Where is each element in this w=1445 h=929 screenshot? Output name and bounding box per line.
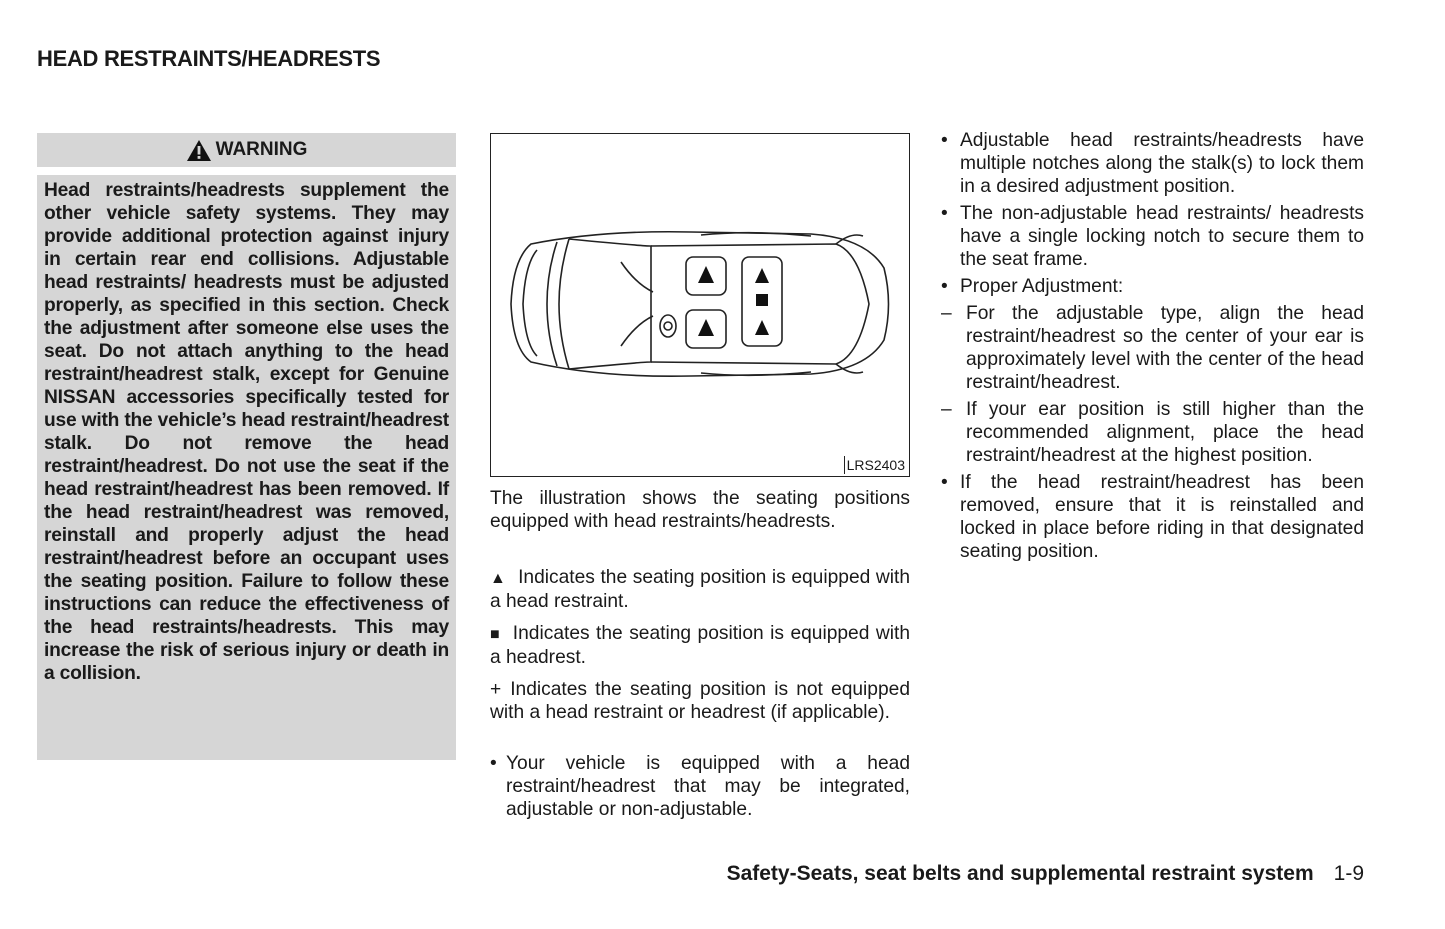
list-item [941,471,1364,563]
warning-triangle-icon [186,139,212,162]
illustration-intro [490,487,910,533]
bullet-marker: • [490,753,497,774]
legend-square-text: Indicates the seating position is equipped with a headrest. [490,623,910,668]
vehicle-top-view-diagram [491,134,908,475]
square-icon: ■ [490,626,501,643]
dash-marker: – [941,303,952,324]
list-item [941,129,1364,198]
bullet-marker: • [941,472,948,493]
middle-bullet [490,752,910,821]
list-item [941,398,1364,467]
legend-plus [490,678,910,724]
bullet-marker: • [941,276,948,297]
figure-code: LRS2403 [844,456,905,474]
triangle-icon: ▲ [490,570,507,587]
page-number: 1-9 [1333,862,1364,885]
list-item-text: The non-adjustable head restraints/ headrests have a single locking notch to secure them to the seat frame. [960,203,1364,270]
dash-marker: – [941,399,952,420]
bullet-marker: • [941,203,948,224]
legend-triangle [490,566,910,613]
list-item [941,202,1364,271]
warning-header [37,133,456,167]
page-footer [727,862,1364,886]
legend-plus-text: Indicates the seating position is not equipped with a head restraint or headrest (if applicable). [490,679,910,723]
intro-text: The illustration shows the seating positions equipped with head restraints/headrests. [490,488,910,532]
list-item [941,302,1364,394]
list-item-text: If the head restraint/headrest has been removed, ensure that it is reinstalled and locked in place before riding in that designated seating position. [960,472,1364,562]
warning-text: Head restraints/headrests supplement the other vehicle safety systems. They may provide additional protection against injury in certain rear end collisions. Adjustable head restraints/ headrests must be adjusted properly, as specified in this section. Check the adjustment after someone else uses the seat. Do not attach anything to the head restraint/headrest stalk, except for Genuine NISSAN accessories specifically tested for use with the vehicle’s head restraint/headrest stalk. Do not remove the head restraint/headrest. Do not use the seat if the head restraint/headrest has been removed. If the head restraint/headrest was removed, reinstall and properly adjust the head restraint/headrest before an occupant uses the seating position. Failure to follow these instructions can reduce the effectiveness of the head restraints/headrests. This may increase the risk of serious injury or death in a collision. [44,180,449,684]
list-item [941,275,1364,298]
plus-icon: + [490,679,502,700]
bullet-text: Your vehicle is equipped with a head restraint/headrest that may be integrated, adjustable or non-adjustable. [506,753,910,820]
warning-body [37,175,456,760]
list-item-text: If your ear position is still higher than the recommended alignment, place the head restraint/headrest at the highest position. [966,399,1364,466]
list-item-text: For the adjustable type, align the head restraint/headrest so the center of your ear is approximately level with the center of the head restraint/headrest. [966,303,1364,393]
list-item-text: Proper Adjustment: [960,276,1124,297]
seating-illustration [490,133,910,477]
footer-title: Safety-Seats, seat belts and supplemental restraint system [726,862,1314,885]
right-column-list [941,129,1364,567]
bullet-marker: • [941,130,948,151]
legend-triangle-text: Indicates the seating position is equipped with a head restraint. [490,567,910,612]
list-item-text: Adjustable head restraints/headrests have multiple notches along the stalk(s) to lock them in a desired adjustment position. [960,130,1364,197]
legend-square [490,622,910,669]
section-title: HEAD RESTRAINTS/HEADRESTS [37,46,381,71]
warning-label: WARNING [215,139,308,160]
